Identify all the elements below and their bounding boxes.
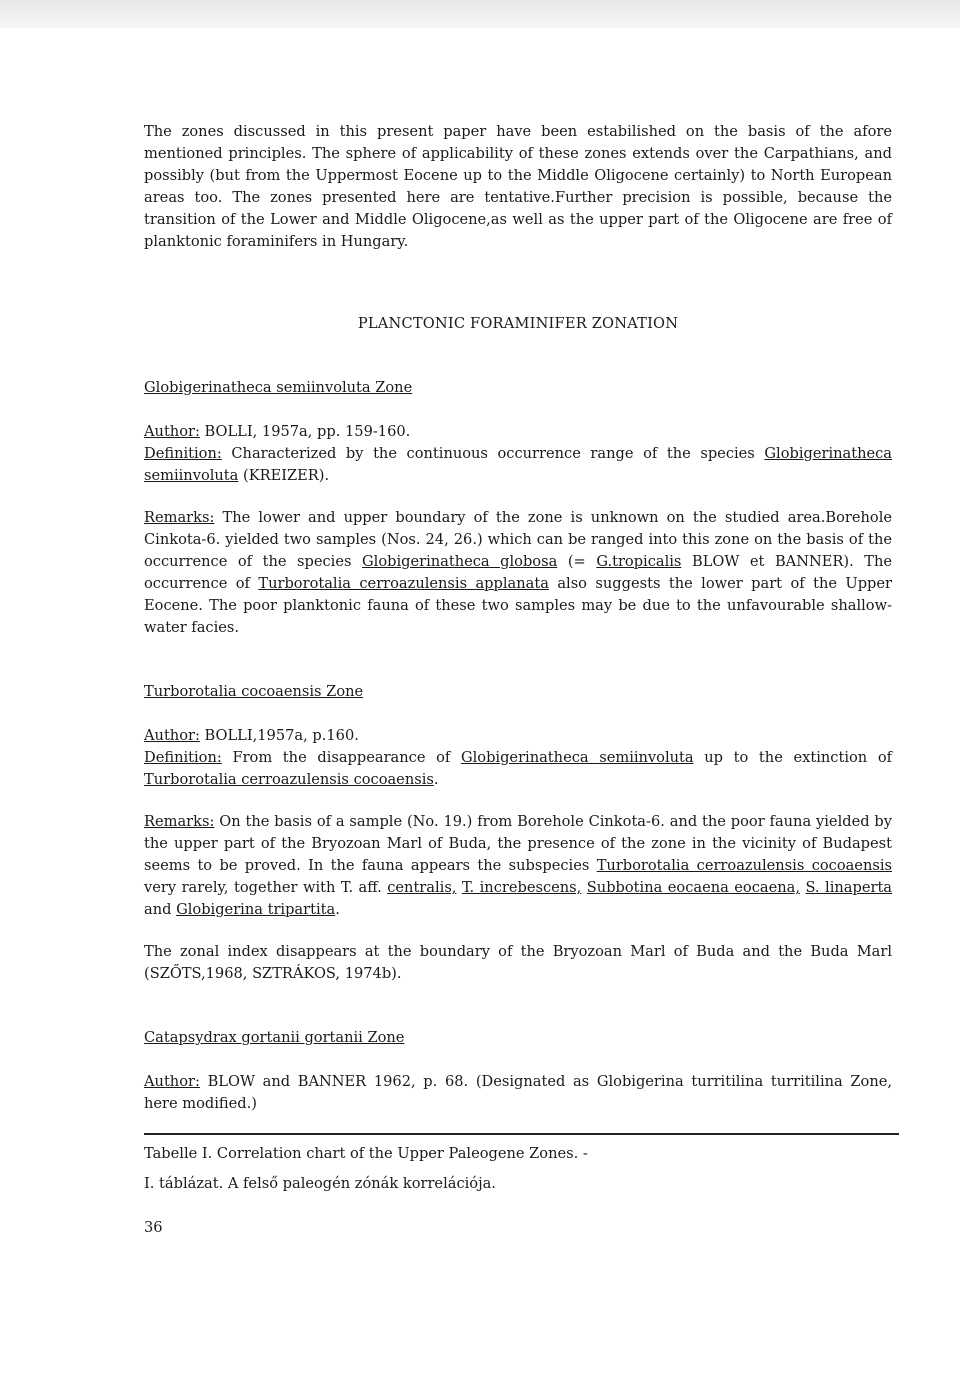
zone1-author-label: Author: [144, 423, 200, 440]
zone1-def-species: Globigerinatheca semiinvoluta [144, 445, 893, 484]
zone1-def-text2: (KREIZER). [243, 467, 330, 484]
zone2-rem-sp3: T. increbescens, [461, 879, 582, 896]
zone1-author-text: BOLLI, 1957a, pp. 159-160. [204, 423, 411, 440]
zone3-author-text: BLOW and BANNER 1962, p. 68. (Designated as Globigerina turritilina turritilina Zone, here modified.) [144, 1073, 892, 1112]
zone1-def-text1: Characterized by the continuous occurrence range of the species [231, 445, 755, 462]
zone2-rem-sp4: Subbotina eocaena eocaena, [586, 879, 800, 896]
zone1-rem-text2: (= [567, 553, 586, 570]
zone2-rem-text3: and [144, 901, 172, 918]
zone2-rem-sp6: Globigerina tripartita [176, 901, 336, 918]
zone1-rem-text3: BLOW et BANNER). The occurrence of [144, 553, 893, 592]
zone3-author [144, 1071, 892, 1115]
zone2-author-text: BOLLI,1957a, p.160. [204, 727, 359, 744]
page-number: 36 [144, 1219, 163, 1236]
zone2-def-sp1: Globigerinatheca semiinvoluta [460, 749, 694, 766]
zone2-def-sp2: Turborotalia cerroazulensis cocoaensis [144, 771, 434, 788]
zone1-title [144, 377, 892, 399]
zone2-def-label: Definition: [144, 749, 222, 766]
intro-paragraph: The zones discussed in this present paper have been estabilished on the basis of the afore mentioned principles. The sphere of applicability of these zones extends over the Carpathians, and possibly (but from the Uppermost Eocene up to the Middle Oligocene certainly) to North European areas too. The zones presented here are tentative.Further precision is possible, because the transition of the Lower and Middle Oligocene,as well as the upper part of the Oligocene are free of planktonic foraminifers in Hungary. [144, 123, 892, 250]
zone2-index-paragraph: The zonal index disappears at the boundary of the Bryozoan Marl of Buda and the Buda Marl (SZŐTS,1968, SZTRÁKOS, 1974b). [144, 943, 892, 982]
zone2-rem-text4: . [335, 901, 340, 918]
zone1-rem-sp2: G.tropicalis [596, 553, 682, 570]
caption-hungarian: I. táblázat. A felső paleogén zónák korrelációja. [144, 1175, 496, 1192]
divider-rule [144, 1133, 899, 1135]
zone1-def-label: Definition: [144, 445, 222, 462]
zone2-rem-sp2: centralis, [387, 879, 457, 896]
zone1-author [144, 421, 892, 443]
scan-top-band [0, 0, 960, 28]
zone1-rem-label: Remarks: [144, 509, 215, 526]
zone1-rem-text1: The lower and upper boundary of the zone is unknown on the studied area.Borehole Cinkota-6. yielded two samples (Nos. 24, 26.) which can be ranged into this zone on the basis of the occurrence of the species [144, 509, 893, 570]
zone3-title [144, 1027, 892, 1049]
zone1-title-text: Globigerinatheca semiinvoluta Zone [144, 379, 413, 396]
zone2-author [144, 725, 892, 747]
zone2-rem-text2: very rarely, together with T. aff. [144, 879, 382, 896]
zone1-rem-sp1: Globigerinatheca globosa [362, 553, 558, 570]
zone3-title-text: Catapsydrax gortanii gortanii Zone [144, 1029, 405, 1046]
zone2-rem-sp1: Turborotalia cerroazulensis cocoaensis [596, 857, 892, 874]
zone2-author-label: Author: [144, 727, 200, 744]
page-body [144, 121, 892, 1239]
zone2-rem-label: Remarks: [144, 813, 215, 830]
zone1-rem-sp3: Turborotalia cerroazulensis applanata [258, 575, 549, 592]
zone3-author-label: Author: [144, 1073, 200, 1090]
zone2-title-text: Turborotalia cocoaensis Zone [144, 683, 364, 700]
zone2-rem-text1: On the basis of a sample (No. 19.) from Borehole Cinkota-6. and the poor fauna yielded by the upper part of the Bryozoan Marl of Buda, the presence of the zone in the vicinity of Budapest seems to be proved. In the fauna appears the subspecies [144, 813, 893, 874]
zone2-def-text1: From the disappearance of [232, 749, 451, 766]
zone2-rem-sp5: S. linaperta [805, 879, 893, 896]
zone2-title [144, 681, 892, 703]
zone2-def-text2: up to the extinction of [704, 749, 893, 766]
zone2-remarks [144, 811, 892, 921]
zone2-def-text3: . [433, 771, 439, 788]
zone1-definition [144, 443, 892, 487]
zone1-rem-text4: also suggests the lower part of the Upper Eocene. The poor planktonic fauna of these two samples may be due to the unfavourable shallow-water facies. [144, 575, 892, 636]
section-title: PLANCTONIC FORAMINIFER ZONATION [357, 315, 679, 332]
zone1-remarks [144, 507, 892, 639]
zone2-definition [144, 747, 892, 791]
caption-english: Tabelle I. Correlation chart of the Upper Paleogene Zones. - [144, 1145, 588, 1162]
